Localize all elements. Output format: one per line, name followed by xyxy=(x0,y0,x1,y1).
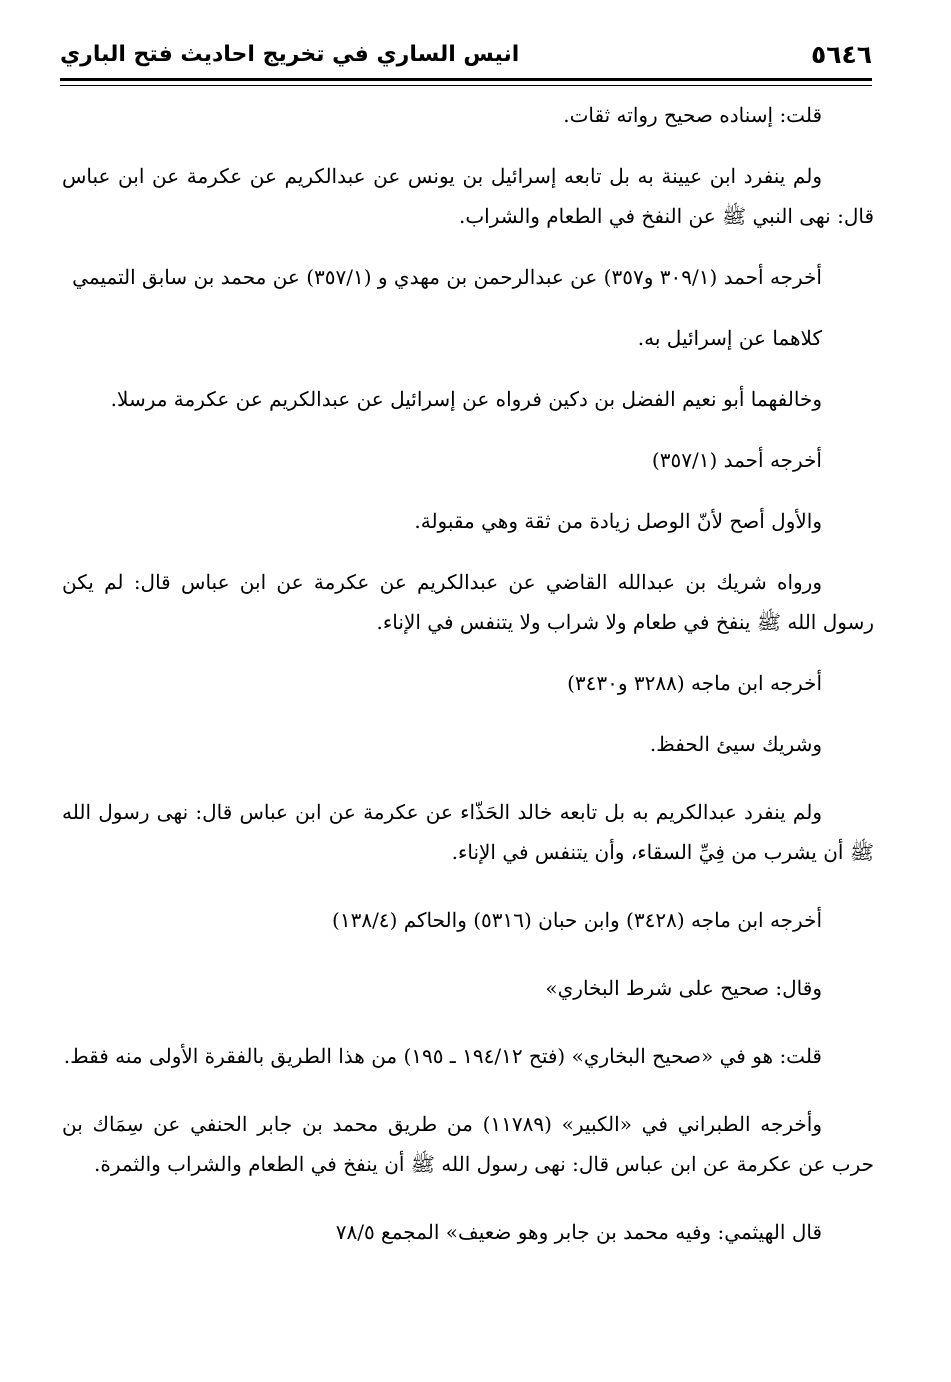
paragraph: والأول أصح لأنّ الوصل زيادة من ثقة وهي مقبولة. xyxy=(414,509,822,533)
running-header xyxy=(60,32,872,76)
header-rule-thin xyxy=(60,85,872,86)
paragraph: كلاهما عن إسرائيل به. xyxy=(637,326,822,350)
paragraph: قال الهيثمي: وفيه محمد بن جابر وهو ضعيف» المجمع ٧٨/٥ xyxy=(335,1220,822,1244)
page-body xyxy=(62,95,874,1273)
paragraph: ورواه شريك بن عبدالله القاضي عن عبدالكريم عن عكرمة عن ابن عباس قال: لم يكن رسول الله ﷺ ينفخ في طعام ولا شراب ولا يتنفس في الإناء. xyxy=(62,570,874,634)
paragraph: أخرجه أحمد (٣٥٧/١) xyxy=(651,448,822,472)
header-rule-thick xyxy=(60,78,872,81)
page-number: ٥٦٤٦ xyxy=(810,39,872,69)
paragraph: وشريك سيئ الحفظ. xyxy=(649,732,822,756)
paragraph: أخرجه أحمد (٣٠٩/١ و٣٥٧) عن عبدالرحمن بن مهدي و (٣٥٧/١) عن محمد بن سابق التميمي xyxy=(72,265,822,289)
paragraph: وأخرجه الطبراني في «الكبير» (١١٧٨٩) من طريق محمد بن جابر الحنفي عن سِمَاك بن حرب عن عكرمة عن ابن عباس قال: نهى رسول الله ﷺ أن ينفخ في الطعام والشراب والثمرة. xyxy=(62,1112,874,1176)
paragraph: ولم ينفرد ابن عيينة به بل تابعه إسرائيل بن يونس عن عبدالكريم عن عكرمة عن ابن عباس قال: نهى النبي ﷺ عن النفخ في الطعام والشراب. xyxy=(62,164,874,228)
paragraph: أخرجه ابن ماجه (٣٤٢٨) وابن حبان (٥٣١٦) والحاكم (١٣٨/٤) xyxy=(332,908,822,932)
paragraph: وخالفهما أبو نعيم الفضل بن دكين فرواه عن إسرائيل عن عبدالكريم عن عكرمة مرسلا. xyxy=(110,387,822,411)
book-title: انيس الساري في تخريج احاديث فتح الباري xyxy=(60,41,520,67)
paragraph: قلت: هو في «صحيح البخاري» (فتح ١٩٤/١٢ ـ ١٩٥) من هذا الطريق بالفقرة الأولى منه فقط. xyxy=(63,1044,822,1068)
paragraph: ولم ينفرد عبدالكريم به بل تابعه خالد الحَذّاء عن عكرمة عن ابن عباس قال: نهى رسول الله ﷺ أن يشرب من فِيِّ السقاء، وأن يتنفس في الإناء. xyxy=(62,800,874,864)
paragraph: وقال: صحيح على شرط البخاري» xyxy=(545,976,822,1000)
paragraph: قلت: إسناده صحيح رواته ثقات. xyxy=(563,103,822,127)
paragraph: أخرجه ابن ماجه (٣٢٨٨ و٣٤٣٠) xyxy=(567,671,822,695)
